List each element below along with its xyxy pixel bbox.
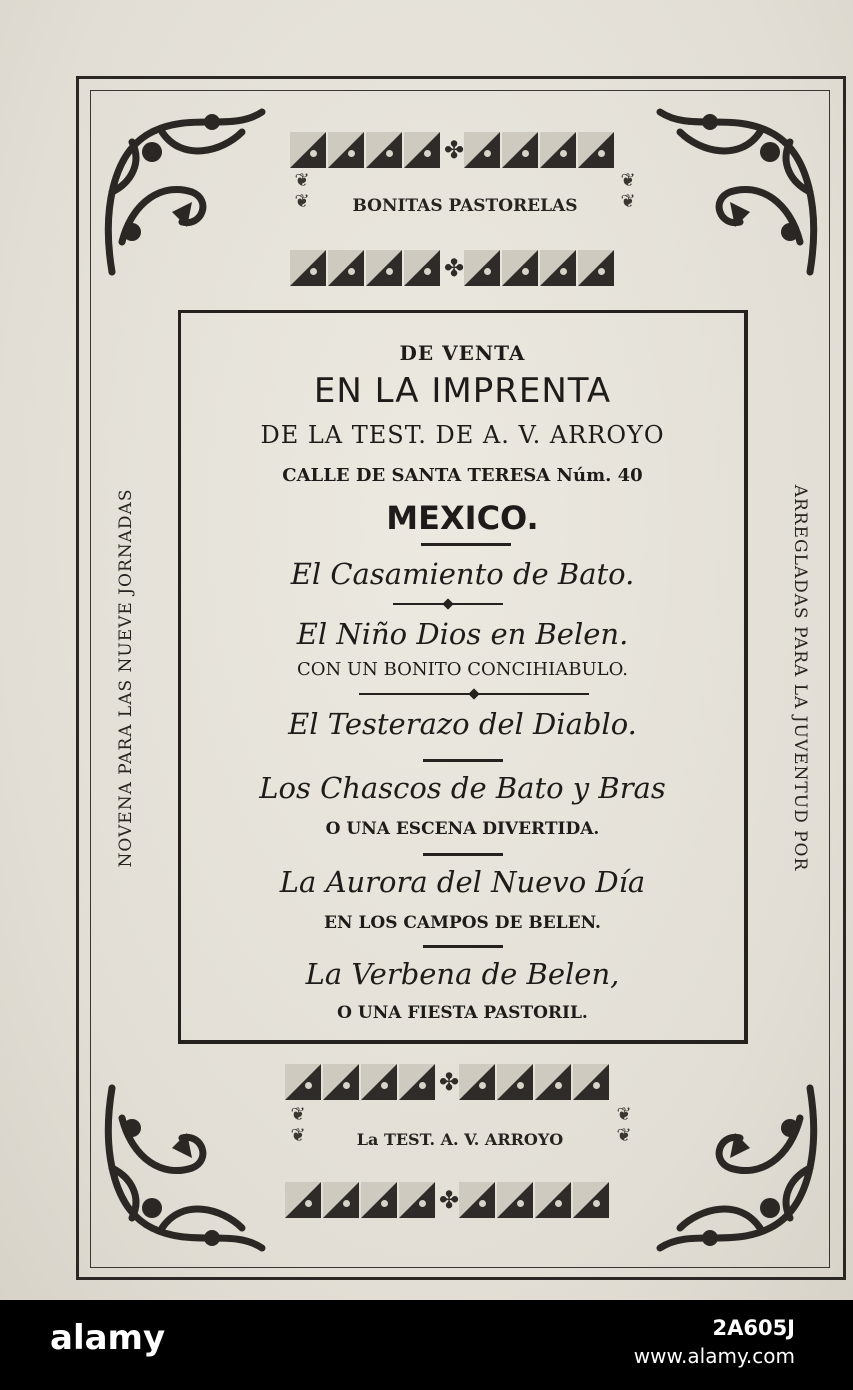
separator: [393, 603, 503, 605]
left-flourish-icon: ❦ ❦: [294, 170, 310, 212]
subtitle-6: O UNA FIESTA PASTORIL.: [337, 1003, 588, 1023]
left-side-text: NOVENA PARA LAS NUEVE JORNADAS: [116, 488, 136, 868]
subtitle-4: O UNA ESCENA DIVERTIDA.: [325, 819, 600, 839]
bottom-label: La TEST. A. V. ARROYO: [356, 1130, 564, 1149]
separator: [423, 945, 503, 948]
right-flourish-icon: ❦ ❦: [616, 1104, 632, 1146]
header-label: BONITAS PASTORELAS: [352, 196, 578, 216]
title-4: Los Chascos de Bato y Bras: [259, 771, 666, 805]
title-1: El Casamiento de Bato.: [290, 557, 635, 591]
separator: [421, 543, 511, 546]
advertisement-box: [178, 310, 748, 1044]
top-tile-band: ✤: [290, 132, 614, 168]
watermark-url: www.alamy.com: [633, 1344, 795, 1368]
publisher-line: DE LA TEST. DE A. V. ARROYO: [260, 421, 665, 449]
bottom-right-corner-ornament: [640, 1078, 830, 1268]
right-flourish-icon: ❦ ❦: [620, 170, 636, 212]
separator: [423, 759, 503, 762]
right-side-text: ARREGLADAS PARA LA JUVENTUD POR: [790, 484, 810, 872]
title-3: El Testerazo del Diablo.: [288, 707, 637, 741]
top-tile-band-lower: ✤: [290, 250, 614, 286]
mexico-line: MEXICO.: [386, 499, 539, 537]
subtitle-5: EN LOS CAMPOS DE BELEN.: [324, 913, 601, 933]
bottom-tile-band: ✤: [285, 1064, 609, 1100]
title-2: El Niño Dios en Belen.: [296, 617, 629, 651]
title-5: La Aurora del Nuevo Día: [279, 865, 646, 899]
left-flourish-icon: ❦ ❦: [290, 1104, 306, 1146]
separator: [359, 693, 589, 695]
top-left-corner-ornament: [92, 92, 282, 282]
bottom-tile-band-lower: ✤: [285, 1182, 609, 1218]
top-right-corner-ornament: [640, 92, 830, 282]
subtitle-2: CON UN BONITO CONCIHIABULO.: [296, 659, 629, 680]
en-la-imprenta: EN LA IMPRENTA: [313, 371, 612, 411]
separator: [423, 853, 503, 856]
alamy-logo: alamy: [50, 1318, 166, 1358]
image-id: 2A605J: [712, 1316, 795, 1340]
address-line: CALLE DE SANTA TERESA Núm. 40: [282, 465, 643, 486]
bottom-left-corner-ornament: [92, 1078, 282, 1268]
de-venta: DE VENTA: [399, 341, 526, 365]
title-6: La Verbena de Belen,: [305, 957, 620, 991]
